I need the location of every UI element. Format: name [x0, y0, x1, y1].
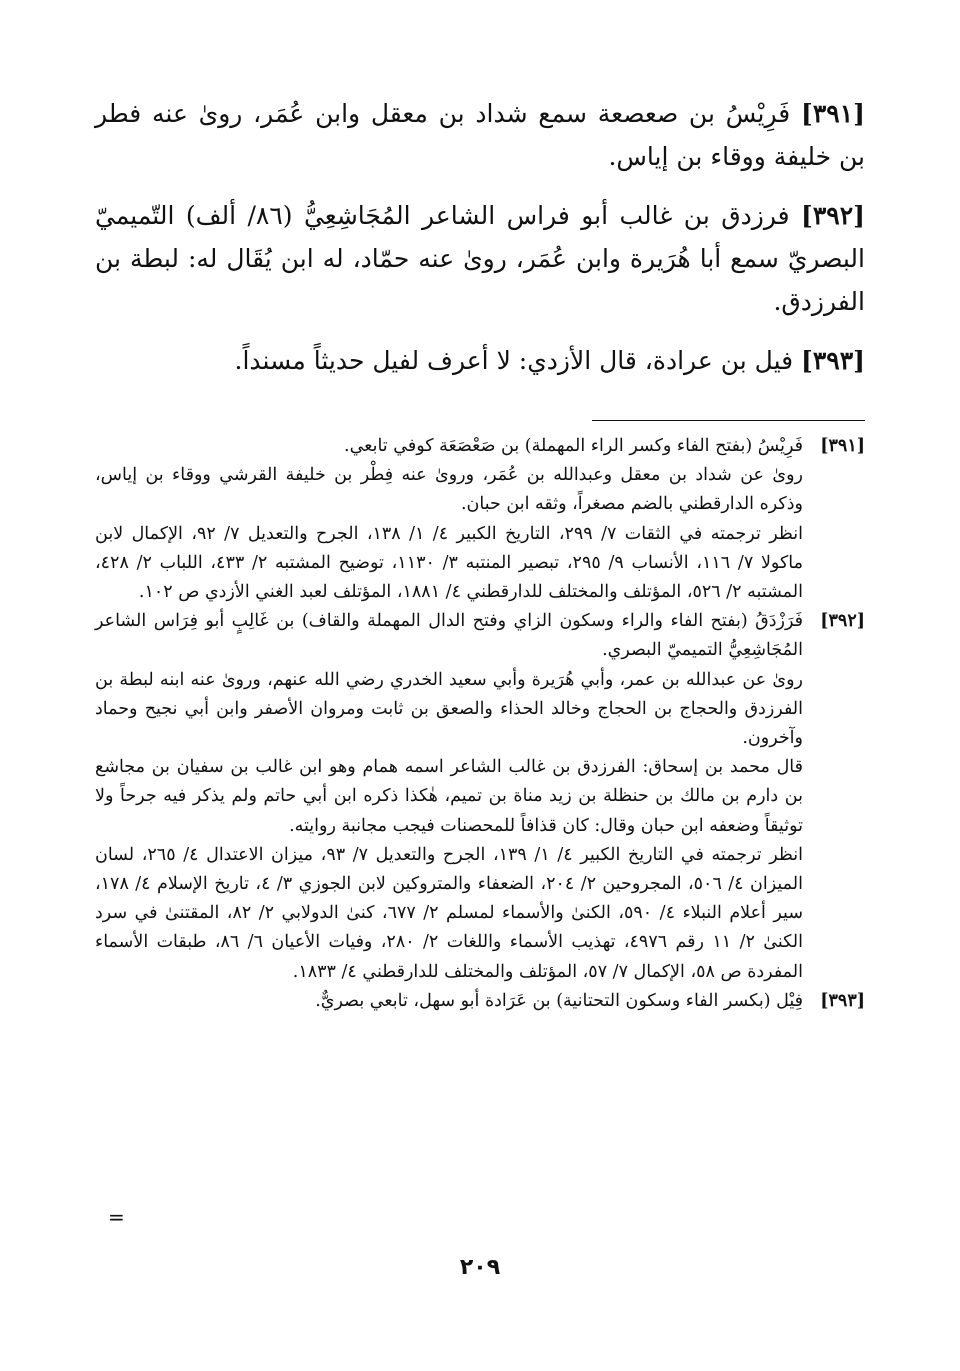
footnotes — [95, 432, 865, 1016]
entry-text: فرزدق بن غالب أبو فراس الشاعر المُجَاشِعِيُّ (٨٦/ ألف) التّميميّ البصريّ سمع أبا هُرَيرة وابن عُمَر، روىٰ عنه حمّاد، له ابن يُقَال له: لبطة بن الفرزدق. — [95, 201, 865, 316]
footnote-paragraph: انظر ترجمته في الثقات ٧/ ٢٩٩، التاريخ الكبير ٤/ ١/ ١٣٨، الجرح والتعديل ٧/ ٩٢، الإكمال لابن ماكولا ٧/ ١١٦، الأنساب ٩/ ٢٩٥، تبصير المنتبه ٣/ ١١٣٠، توضيح المشتبه ٢/ ٤٣٣، اللباب ٢/ ٤٢٨، المشتبه ٢/ ٥٢٦، المؤتلف والمختلف للدارقطني ٤/ ١٨٨١، المؤتلف لعبد الغني الأزدي ص ١٠٢. — [95, 523, 804, 603]
entry-number: [٣٩٣] — [801, 346, 865, 375]
entry-text: فَرِيْسُ بن صعصعة سمع شداد بن معقل وابن عُمَر، روىٰ عنه فطر بن خليفة ووقاء بن إياس. — [95, 99, 865, 171]
entry-number: [٣٩١] — [801, 99, 865, 128]
footnote-393 — [95, 987, 865, 1016]
entry-number: [٣٩٢] — [801, 201, 865, 230]
footnote-paragraph: روىٰ عن شداد بن معقل وعبدالله بن عُمَر، وروىٰ عنه فِطْر بن خليفة القرشي ووقاء بن إياس، وذكره الدارقطني بالضم مصغراً، وثقه ابن حبان. — [95, 465, 803, 515]
entry-392 — [95, 194, 865, 323]
footnote-392 — [95, 607, 865, 987]
main-text — [95, 92, 865, 398]
entry-text: فيل بن عرادة، قال الأزدي: لا أعرف لفيل حديثاً مسنداً. — [234, 346, 794, 375]
footnote-391 — [95, 432, 865, 607]
entry-391 — [95, 92, 865, 178]
footnote-paragraph: قال محمد بن إسحاق: الفرزدق بن غالب الشاعر اسمه همام وهو ابن غالب بن سفيان بن مجاشع بن دارم بن مالك بن حنظلة بن زيد مناة بن تميم، هٰكذا ذكره ابن أبي حاتم ولم يذكر فيه جرحاً ولا توثيقاً وضعفه ابن حبان وقال: كان قذافاً للمحصنات فيجب مجانبة روايته. — [95, 757, 803, 836]
continuation-mark: = — [108, 1205, 125, 1229]
footnote-heading: فَرِيْسُ (بفتح الفاء وكسر الراء المهملة) بن صَعْصَعَة كوفي تابعي. — [344, 436, 803, 456]
page-number: ٢٠٩ — [459, 1255, 501, 1280]
footnote-paragraph: روىٰ عن عبدالله بن عمر، وأبي هُرَيرة وأبي سعيد الخدري رضي الله عنهم، وروىٰ عنه ابنه لبطة بن الفرزدق والحجاج بن الحجاج وخالد الحذاء والصعق بن ثابت ومروان الأصفر وابن أبي نجيح وحماد وآخرون. — [95, 669, 803, 749]
footnote-heading: فَرَزْدَقُ (بفتح الفاء والراء وسكون الزاي وفتح الدال المهملة والقاف) بن غَالِبٍ أبو فِرَاس الشاعر المُجَاشِعِيُّ التميميّ البصري. — [95, 611, 803, 661]
entry-393 — [95, 339, 865, 382]
footnote-number: [٣٩٣] — [820, 990, 865, 1011]
footnote-separator — [592, 420, 865, 421]
footnote-number: [٣٩٢] — [820, 611, 865, 632]
footnote-paragraph: انظر ترجمته في التاريخ الكبير ٤/ ١/ ١٣٩، الجرح والتعديل ٧/ ٩٣، ميزان الاعتدال ٤/ ٢٦٥، لسان الميزان ٤/ ٥٠٦، المجروحين ٢/ ٢٠٤، الضعفاء والمتروكين لابن الجوزي ٣/ ٤، تاريخ الإسلام ٤/ ١٧٨، سير أعلام النبلاء ٤/ ٥٩٠، الكنىٰ والأسماء لمسلم ٢/ ٦٧٧، كنىٰ الدولابي ٢/ ٨٢، المقتنىٰ في سرد الكنىٰ ٢/ ١١ رقم ٤٩٧٦، تهذيب الأسماء واللغات ٢/ ٢٨٠، وفيات الأعيان ٦/ ٨٦، طبقات الأسماء المفردة ص ٥٨، الإكمال ٧/ ٥٧، المؤتلف والمختلف للدارقطني ٤/ ١٨٣٣. — [95, 844, 803, 982]
footnote-heading: فِيْل (بكسر الفاء وسكون التحتانية) بن عَرَادة أبو سهل، تابعي بصريٌّ. — [315, 990, 803, 1011]
footnote-number: [٣٩١] — [820, 436, 865, 456]
